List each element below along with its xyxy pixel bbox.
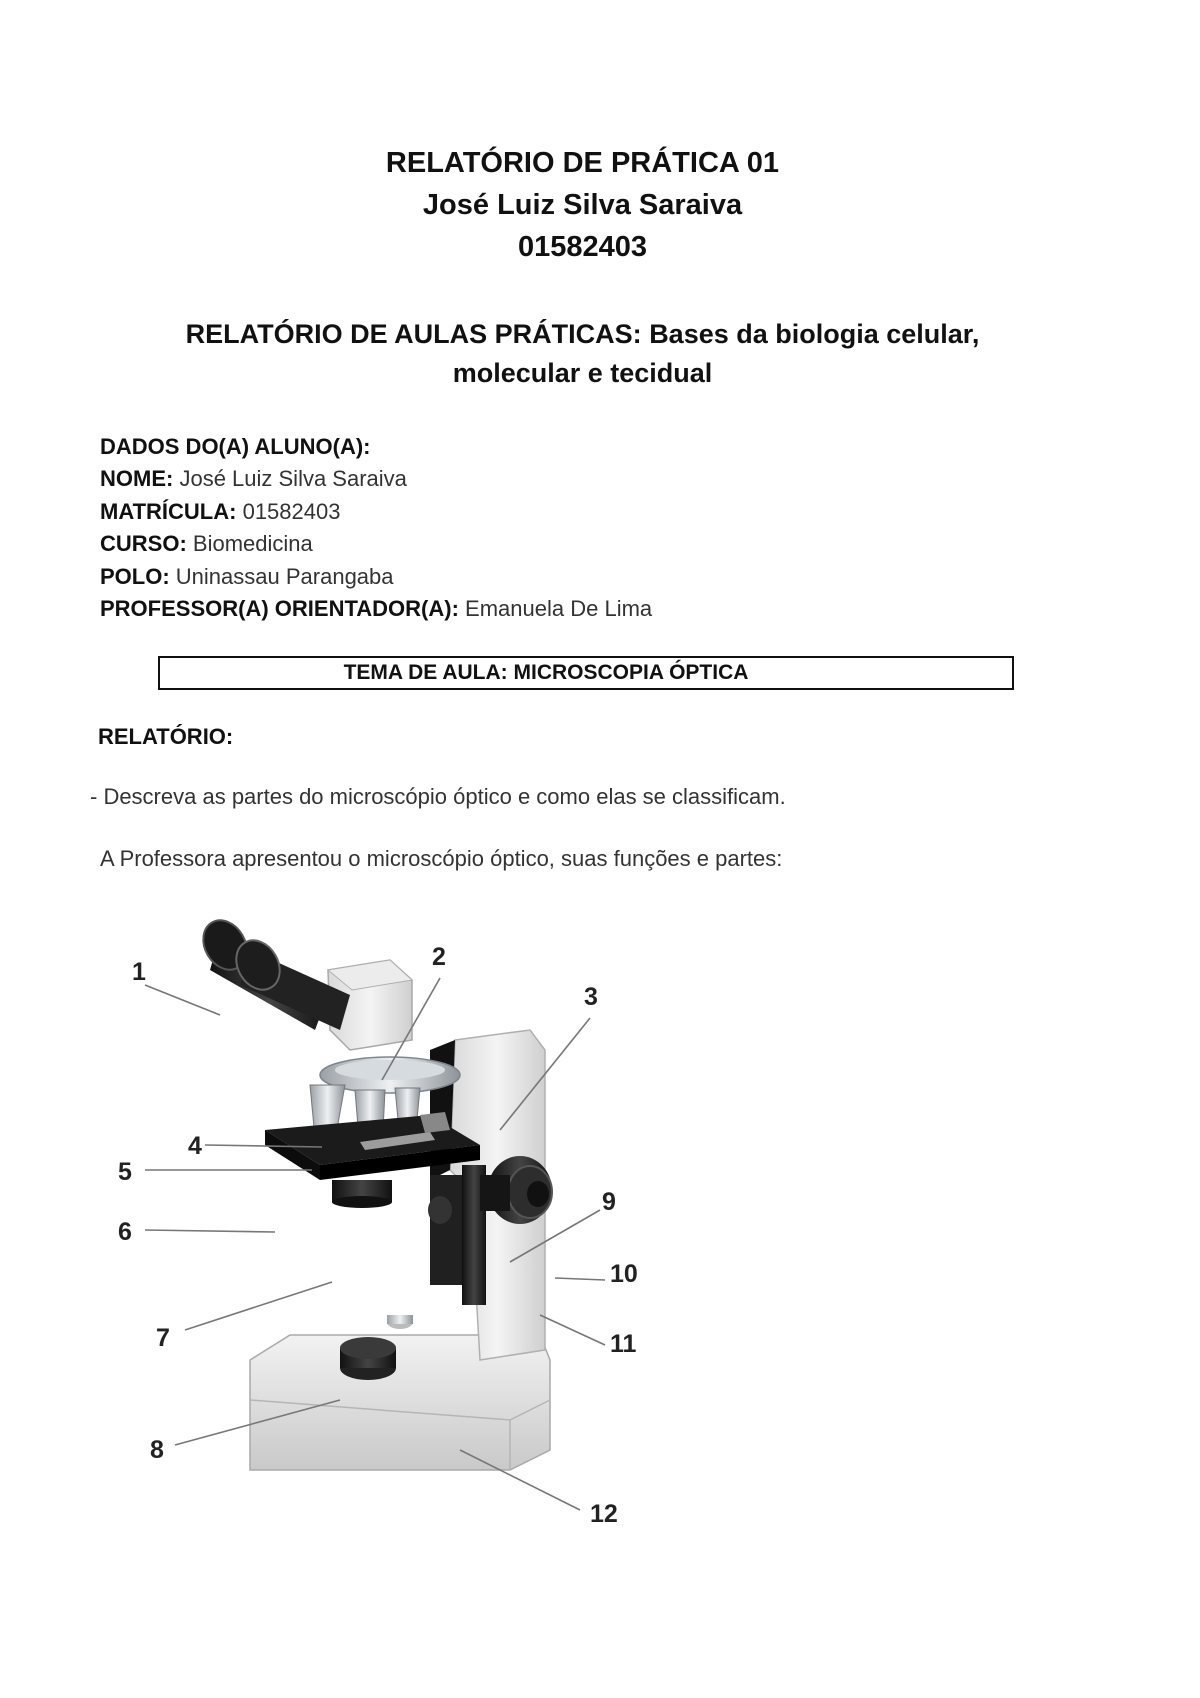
student-data-heading: DADOS DO(A) ALUNO(A):: [100, 434, 371, 459]
report-intro: A Professora apresentou o microscópio óptico, suas funções e partes:: [100, 846, 783, 871]
microscope-figure: [100, 890, 700, 1550]
part-number-12: 12: [590, 1500, 618, 1528]
field-label: MATRÍCULA:: [100, 498, 237, 524]
student-data: [100, 431, 652, 625]
eyepieces: [195, 912, 350, 1030]
part-number-10: 10: [610, 1260, 638, 1288]
field-label: NOME:: [100, 466, 174, 492]
field-label: PROFESSOR(A) ORIENTADOR(A):: [100, 596, 459, 622]
field-value: Biomedicina: [192, 531, 313, 557]
field-matricula: [100, 496, 652, 528]
part-number-3: 3: [584, 983, 598, 1011]
part-number-6: 6: [118, 1218, 132, 1246]
part-number-2: 2: [432, 943, 446, 971]
field-professor: [100, 593, 652, 625]
part-number-8: 8: [150, 1436, 164, 1464]
field-label: CURSO:: [100, 531, 187, 557]
subtitle-label: RELATÓRIO DE AULAS PRÁTICAS:: [185, 319, 642, 349]
field-label: POLO:: [100, 563, 170, 589]
part-number-11: 11: [610, 1330, 637, 1358]
part-number-5: 5: [118, 1158, 132, 1186]
field-value: 01582403: [242, 498, 341, 524]
student-name-title: José Luiz Silva Saraiva: [422, 189, 743, 221]
condenser: [332, 1180, 392, 1208]
field-value: Uninassau Parangaba: [175, 563, 394, 589]
part-number-1: 1: [132, 958, 146, 986]
subtitle-value: Bases da biologia celular,: [649, 319, 980, 349]
part-number-9: 9: [602, 1188, 616, 1216]
field-polo: [100, 561, 652, 593]
field-value: José Luiz Silva Saraiva: [179, 466, 407, 492]
topic-box: [158, 656, 1014, 690]
field-name: [100, 463, 652, 495]
part-number-7: 7: [156, 1324, 170, 1352]
part-number-4: 4: [188, 1132, 202, 1160]
focus-column: [428, 1165, 486, 1305]
microscope-illustration: [100, 890, 700, 1550]
title-block: [0, 142, 1165, 268]
student-id-title: 01582403: [517, 231, 648, 263]
field-curso: [100, 528, 652, 560]
report-title: RELATÓRIO DE PRÁTICA 01: [385, 147, 780, 179]
subtitle-line2: molecular e tecidual: [452, 358, 713, 388]
field-value: Emanuela De Lima: [465, 596, 653, 622]
topic-text: TEMA DE AULA: MICROSCOPIA ÓPTICA: [343, 661, 749, 684]
report-question: - Descreva as partes do microscópio óptico e como elas se classificam.: [90, 784, 786, 809]
report-subtitle: [0, 315, 1165, 393]
report-label: RELATÓRIO:: [98, 724, 234, 749]
